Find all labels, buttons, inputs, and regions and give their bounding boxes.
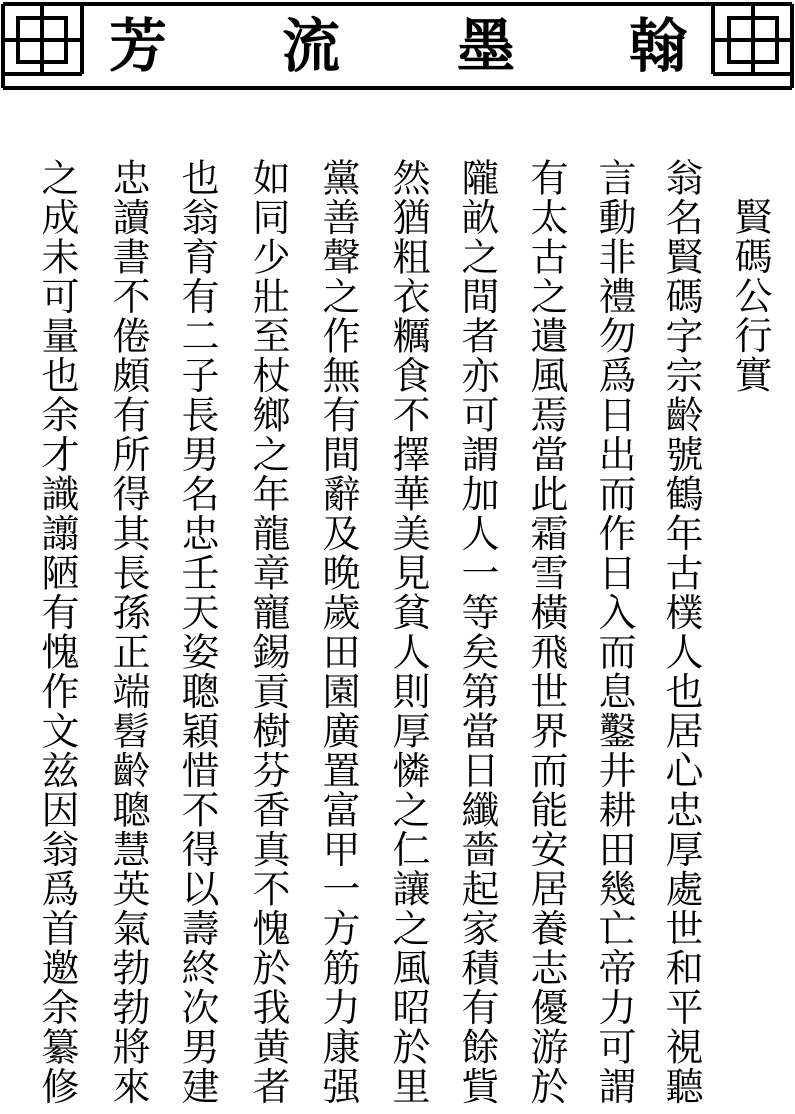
text-column-3: 有太古之遺風焉當此霜雪橫飛世界而能安居養志優游於 [524, 158, 568, 1106]
text-column-8: 也翁育有二子長男名忠壬天姿聰穎惜不得以壽終次男建 [175, 158, 219, 1106]
text-column-6: 黨善聲之作無有間辭及晚歲田園廣置富甲一方筋力康强 [316, 158, 360, 1106]
text-column-1: 翁名賢碼字宗齡號鶴年古樸人也居心忠厚處世和平視聽 [659, 158, 703, 1106]
title-char-3: 墨 [456, 12, 515, 80]
text-column-4: 隴畝之間者亦可謂加人一等矣第當日纖嗇起家積有餘貲 [455, 158, 499, 1106]
title-char-4: 翰 [628, 12, 687, 80]
text-column-5: 然猶粗衣糲食不擇華美見貧人則厚憐之仁讓之風昭於里 [386, 158, 430, 1106]
text-column-10: 之成未可量也余才識譾陋有愧作文兹因翁爲首邀余纂修 [35, 158, 79, 1106]
title-char-2: 流 [281, 12, 340, 80]
title-char-1: 芳 [108, 12, 167, 80]
text-column-2: 言動非禮勿爲日出而作日入而息鑿井耕田幾亡帝力可謂 [592, 158, 636, 1106]
text-column-9: 忠讀書不倦頗有所得其長孫正端髫齡聰慧英氣勃勃將來 [106, 158, 150, 1106]
title-banner [0, 0, 795, 93]
text-column-7: 如同少壯至杖鄉之年龍章寵錫貢樹芬香真不愧於我黄者 [246, 158, 290, 1106]
document-heading: 賢碼公行實 [728, 197, 772, 395]
